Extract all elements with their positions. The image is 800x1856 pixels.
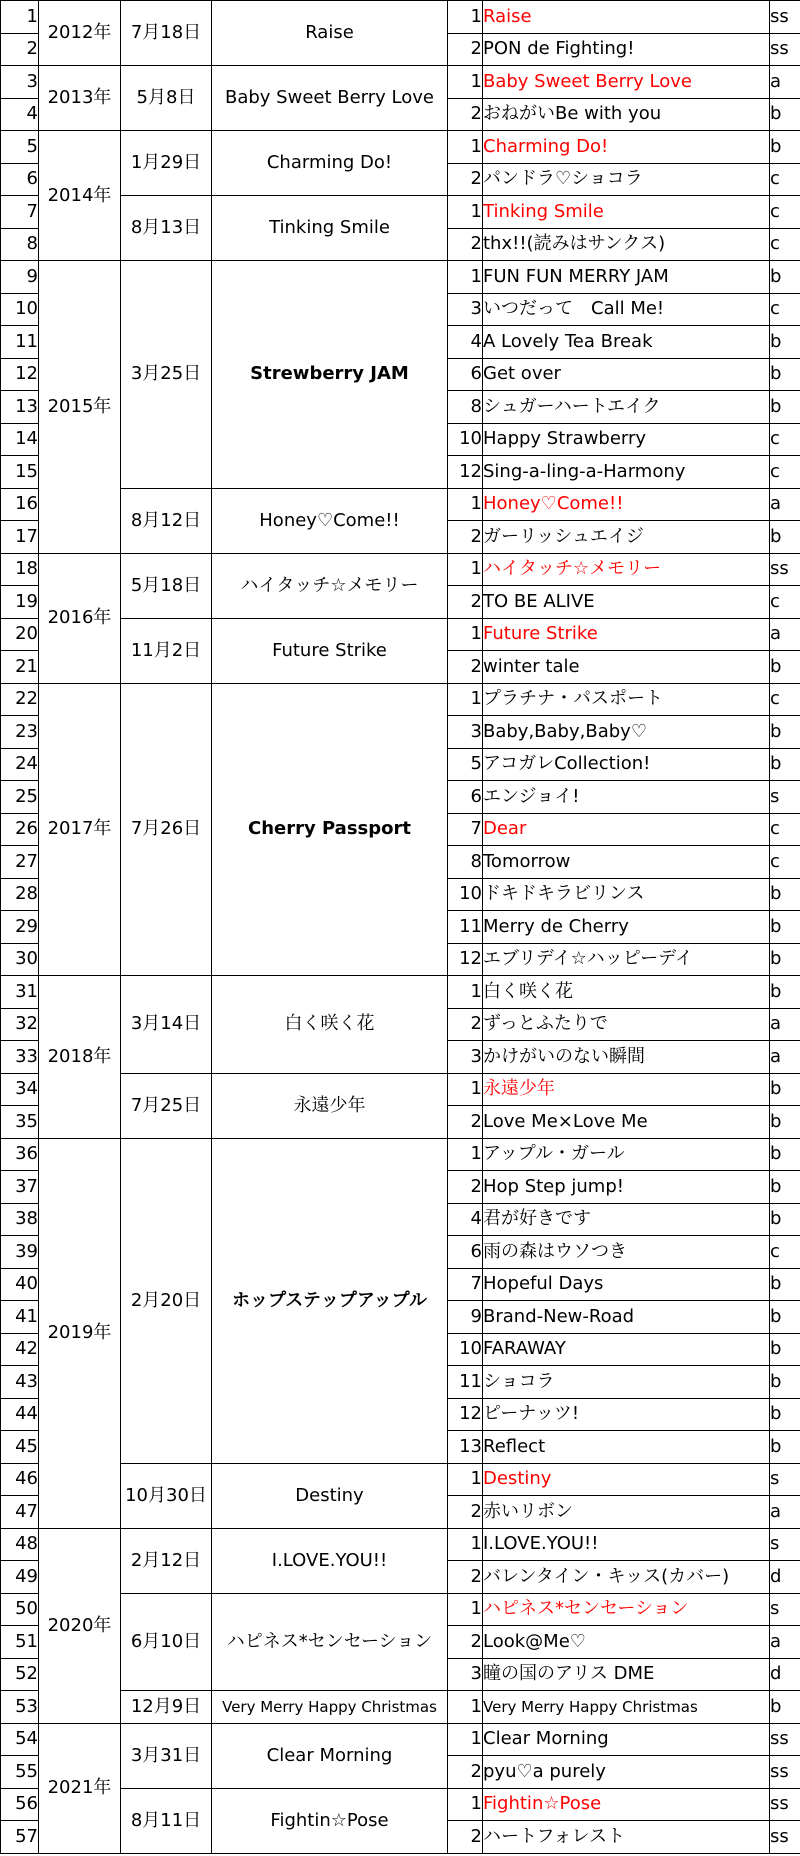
song-title-cell[interactable]: Reflect xyxy=(483,1431,770,1464)
song-title-cell[interactable]: Sing-a-ling-a-Harmony xyxy=(483,456,770,489)
rank-cell[interactable]: s xyxy=(770,781,800,814)
table-row xyxy=(1,976,800,1009)
rank-cell[interactable]: c xyxy=(770,813,800,846)
year-cell[interactable]: 2019年 xyxy=(39,1138,121,1528)
row-number-cell[interactable]: 55 xyxy=(1,1756,39,1789)
track-number-cell[interactable]: 12 xyxy=(448,1398,483,1431)
row-number-cell[interactable]: 25 xyxy=(1,781,39,814)
track-number-cell[interactable]: 2 xyxy=(448,163,483,196)
row-number-cell[interactable]: 43 xyxy=(1,1366,39,1399)
track-number-cell[interactable]: 1 xyxy=(448,553,483,586)
rank-cell[interactable]: b xyxy=(770,261,800,294)
row-number-cell[interactable]: 31 xyxy=(1,976,39,1009)
rank-cell[interactable]: b xyxy=(770,651,800,684)
release-date-cell[interactable]: 7月25日 xyxy=(121,1073,212,1138)
track-number-cell[interactable]: 2 xyxy=(448,586,483,619)
rank-cell[interactable]: b xyxy=(770,391,800,424)
song-title-cell[interactable]: winter tale xyxy=(483,651,770,684)
rank-cell[interactable]: a xyxy=(770,1041,800,1074)
row-number-cell[interactable]: 57 xyxy=(1,1821,39,1854)
track-number-cell[interactable]: 2 xyxy=(448,98,483,131)
track-number-cell[interactable]: 10 xyxy=(448,423,483,456)
track-number-cell[interactable]: 10 xyxy=(448,878,483,911)
row-number-cell[interactable]: 27 xyxy=(1,846,39,879)
song-title-cell[interactable]: Hopeful Days xyxy=(483,1268,770,1301)
track-number-cell[interactable]: 2 xyxy=(448,1106,483,1139)
track-number-cell[interactable]: 2 xyxy=(448,521,483,554)
track-number-cell[interactable]: 1 xyxy=(448,488,483,521)
track-number-cell[interactable]: 10 xyxy=(448,1333,483,1366)
year-cell[interactable]: 2020年 xyxy=(39,1528,121,1723)
year-cell[interactable]: 2017年 xyxy=(39,683,121,976)
rank-cell[interactable]: b xyxy=(770,1366,800,1399)
row-number-cell[interactable]: 33 xyxy=(1,1041,39,1074)
table-row xyxy=(1,1788,800,1821)
table-row xyxy=(1,1723,800,1756)
row-number-cell[interactable]: 40 xyxy=(1,1268,39,1301)
release-title-cell[interactable]: Honey♡Come!! xyxy=(212,488,448,553)
release-title-cell[interactable]: 白く咲く花 xyxy=(212,976,448,1074)
table-row xyxy=(1,488,800,521)
song-title-cell[interactable]: Fightin☆Pose xyxy=(483,1788,770,1821)
song-title-cell[interactable]: バレンタイン・キッス(カバー) xyxy=(483,1561,770,1594)
row-number-cell[interactable]: 5 xyxy=(1,131,39,164)
table-row xyxy=(1,1463,800,1496)
release-title-cell[interactable]: Baby Sweet Berry Love xyxy=(212,66,448,131)
track-number-cell[interactable]: 3 xyxy=(448,716,483,749)
track-number-cell[interactable]: 2 xyxy=(448,651,483,684)
row-number-cell[interactable]: 39 xyxy=(1,1236,39,1269)
table-row xyxy=(1,66,800,99)
song-title-cell[interactable]: ピーナッツ! xyxy=(483,1398,770,1431)
year-cell[interactable]: 2013年 xyxy=(39,66,121,131)
row-number-cell[interactable]: 16 xyxy=(1,488,39,521)
row-number-cell[interactable]: 30 xyxy=(1,943,39,976)
track-number-cell[interactable]: 2 xyxy=(448,1756,483,1789)
table-row xyxy=(1,196,800,229)
release-date-cell[interactable]: 5月8日 xyxy=(121,66,212,131)
row-number-cell[interactable]: 3 xyxy=(1,66,39,99)
year-cell[interactable]: 2021年 xyxy=(39,1723,121,1853)
track-number-cell[interactable]: 1 xyxy=(448,1593,483,1626)
song-title-cell[interactable]: Charming Do! xyxy=(483,131,770,164)
track-number-cell[interactable]: 2 xyxy=(448,1171,483,1204)
release-date-cell[interactable]: 5月18日 xyxy=(121,553,212,618)
rank-cell[interactable]: b xyxy=(770,1138,800,1171)
track-number-cell[interactable]: 12 xyxy=(448,943,483,976)
table-row xyxy=(1,1593,800,1626)
year-cell[interactable]: 2015年 xyxy=(39,261,121,554)
song-title-cell[interactable]: シュガーハートエイク xyxy=(483,391,770,424)
rank-cell[interactable]: c xyxy=(770,1236,800,1269)
release-date-cell[interactable]: 3月31日 xyxy=(121,1723,212,1788)
song-title-cell[interactable]: FUN FUN MERRY JAM xyxy=(483,261,770,294)
rank-cell[interactable]: ss xyxy=(770,1788,800,1821)
song-title-cell[interactable]: ドキドキラビリンス xyxy=(483,878,770,911)
table-row xyxy=(1,553,800,586)
release-date-cell[interactable]: 7月18日 xyxy=(121,1,212,66)
year-cell[interactable]: 2012年 xyxy=(39,1,121,66)
release-title-cell[interactable]: Cherry Passport xyxy=(212,683,448,976)
rank-cell[interactable]: c xyxy=(770,846,800,879)
row-number-cell[interactable]: 14 xyxy=(1,423,39,456)
rank-cell[interactable]: b xyxy=(770,1073,800,1106)
table-row xyxy=(1,131,800,164)
track-number-cell[interactable]: 1 xyxy=(448,66,483,99)
track-number-cell[interactable]: 7 xyxy=(448,813,483,846)
release-title-cell[interactable]: Clear Morning xyxy=(212,1723,448,1788)
song-title-cell[interactable]: Destiny xyxy=(483,1463,770,1496)
track-number-cell[interactable]: 1 xyxy=(448,683,483,716)
row-number-cell[interactable]: 22 xyxy=(1,683,39,716)
track-number-cell[interactable]: 11 xyxy=(448,1366,483,1399)
song-title-cell[interactable]: 赤いリボン xyxy=(483,1496,770,1529)
release-title-cell[interactable]: Tinking Smile xyxy=(212,196,448,261)
row-number-cell[interactable]: 47 xyxy=(1,1496,39,1529)
song-title-cell[interactable]: Dear xyxy=(483,813,770,846)
row-number-cell[interactable]: 20 xyxy=(1,618,39,651)
row-number-cell[interactable]: 54 xyxy=(1,1723,39,1756)
track-number-cell[interactable]: 1 xyxy=(448,1138,483,1171)
row-number-cell[interactable]: 26 xyxy=(1,813,39,846)
track-number-cell[interactable]: 2 xyxy=(448,1496,483,1529)
rank-cell[interactable]: a xyxy=(770,1496,800,1529)
track-number-cell[interactable]: 3 xyxy=(448,1041,483,1074)
song-title-cell[interactable]: アップル・ガール xyxy=(483,1138,770,1171)
release-title-cell[interactable]: ホップステップアップル xyxy=(212,1138,448,1463)
track-number-cell[interactable]: 5 xyxy=(448,748,483,781)
table-row xyxy=(1,1138,800,1171)
release-title-cell[interactable]: I.LOVE.YOU!! xyxy=(212,1528,448,1593)
row-number-cell[interactable]: 11 xyxy=(1,326,39,359)
row-number-cell[interactable]: 42 xyxy=(1,1333,39,1366)
release-date-cell[interactable]: 2月20日 xyxy=(121,1138,212,1463)
rank-cell[interactable]: b xyxy=(770,716,800,749)
song-title-cell[interactable]: Brand-New-Road xyxy=(483,1301,770,1334)
song-title-cell[interactable]: Clear Morning xyxy=(483,1723,770,1756)
track-number-cell[interactable]: 2 xyxy=(448,228,483,261)
rank-cell[interactable]: a xyxy=(770,1626,800,1659)
rank-cell[interactable]: a xyxy=(770,488,800,521)
release-date-cell[interactable]: 12月9日 xyxy=(121,1691,212,1724)
rank-cell[interactable]: ss xyxy=(770,1756,800,1789)
song-title-cell[interactable]: 君が好きです xyxy=(483,1203,770,1236)
row-number-cell[interactable]: 32 xyxy=(1,1008,39,1041)
song-title-cell[interactable]: Look@Me♡ xyxy=(483,1626,770,1659)
rank-cell[interactable]: b xyxy=(770,1431,800,1464)
rank-cell[interactable]: b xyxy=(770,98,800,131)
song-title-cell[interactable]: ショコラ xyxy=(483,1366,770,1399)
release-title-cell[interactable]: ハイタッチ☆メモリー xyxy=(212,553,448,618)
rank-cell[interactable]: a xyxy=(770,66,800,99)
song-title-cell[interactable]: 雨の森はウソつき xyxy=(483,1236,770,1269)
row-number-cell[interactable]: 37 xyxy=(1,1171,39,1204)
song-title-cell[interactable]: I.LOVE.YOU!! xyxy=(483,1528,770,1561)
track-number-cell[interactable]: 6 xyxy=(448,358,483,391)
release-title-cell[interactable]: 永遠少年 xyxy=(212,1073,448,1138)
rank-cell[interactable]: b xyxy=(770,131,800,164)
row-number-cell[interactable]: 10 xyxy=(1,293,39,326)
rank-cell[interactable]: b xyxy=(770,1268,800,1301)
release-date-cell[interactable]: 8月13日 xyxy=(121,196,212,261)
row-number-cell[interactable]: 9 xyxy=(1,261,39,294)
release-date-cell[interactable]: 8月12日 xyxy=(121,488,212,553)
table-row xyxy=(1,1528,800,1561)
row-number-cell[interactable]: 4 xyxy=(1,98,39,131)
song-title-cell[interactable]: おねがいBe with you xyxy=(483,98,770,131)
row-number-cell[interactable]: 50 xyxy=(1,1593,39,1626)
track-number-cell[interactable]: 7 xyxy=(448,1268,483,1301)
release-date-cell[interactable]: 6月10日 xyxy=(121,1593,212,1691)
song-title-cell[interactable]: エブリデイ☆ハッピーデイ xyxy=(483,943,770,976)
row-number-cell[interactable]: 23 xyxy=(1,716,39,749)
table-row xyxy=(1,683,800,716)
track-number-cell[interactable]: 3 xyxy=(448,293,483,326)
rank-cell[interactable]: s xyxy=(770,1528,800,1561)
track-number-cell[interactable]: 1 xyxy=(448,1463,483,1496)
row-number-cell[interactable]: 21 xyxy=(1,651,39,684)
song-title-cell[interactable]: Hop Step jump! xyxy=(483,1171,770,1204)
song-title-cell[interactable]: Raise xyxy=(483,1,770,34)
row-number-cell[interactable]: 6 xyxy=(1,163,39,196)
song-title-cell[interactable]: Merry de Cherry xyxy=(483,911,770,944)
song-title-cell[interactable]: TO BE ALIVE xyxy=(483,586,770,619)
rank-cell[interactable]: c xyxy=(770,586,800,619)
song-title-cell[interactable]: ガーリッシュエイジ xyxy=(483,521,770,554)
song-title-cell[interactable]: ハートフォレスト xyxy=(483,1821,770,1854)
song-title-cell[interactable]: かけがいのない瞬間 xyxy=(483,1041,770,1074)
release-title-cell[interactable]: ハピネス*センセーション xyxy=(212,1593,448,1691)
track-number-cell[interactable]: 2 xyxy=(448,1561,483,1594)
track-number-cell[interactable]: 2 xyxy=(448,1821,483,1854)
track-number-cell[interactable]: 6 xyxy=(448,1236,483,1269)
release-title-cell[interactable]: Very Merry Happy Christmas xyxy=(212,1691,448,1724)
row-number-cell[interactable]: 29 xyxy=(1,911,39,944)
track-number-cell[interactable]: 13 xyxy=(448,1431,483,1464)
track-number-cell[interactable]: 9 xyxy=(448,1301,483,1334)
row-number-cell[interactable]: 46 xyxy=(1,1463,39,1496)
row-number-cell[interactable]: 56 xyxy=(1,1788,39,1821)
song-title-cell[interactable]: パンドラ♡ショコラ xyxy=(483,163,770,196)
rank-cell[interactable]: ss xyxy=(770,1821,800,1854)
track-number-cell[interactable]: 2 xyxy=(448,1008,483,1041)
table-row xyxy=(1,1073,800,1106)
release-date-cell[interactable]: 3月25日 xyxy=(121,261,212,489)
row-number-cell[interactable]: 13 xyxy=(1,391,39,424)
song-title-cell[interactable]: Tomorrow xyxy=(483,846,770,879)
rank-cell[interactable]: b xyxy=(770,1171,800,1204)
rank-cell[interactable]: ss xyxy=(770,1,800,34)
row-number-cell[interactable]: 19 xyxy=(1,586,39,619)
rank-cell[interactable]: b xyxy=(770,748,800,781)
row-number-cell[interactable]: 51 xyxy=(1,1626,39,1659)
song-title-cell[interactable]: Very Merry Happy Christmas xyxy=(483,1691,770,1724)
track-number-cell[interactable]: 1 xyxy=(448,131,483,164)
release-title-cell[interactable]: Charming Do! xyxy=(212,131,448,196)
song-title-cell[interactable]: Tinking Smile xyxy=(483,196,770,229)
track-number-cell[interactable]: 2 xyxy=(448,33,483,66)
track-number-cell[interactable]: 4 xyxy=(448,326,483,359)
song-title-cell[interactable]: Happy Strawberry xyxy=(483,423,770,456)
rank-cell[interactable]: c xyxy=(770,228,800,261)
rank-cell[interactable]: s xyxy=(770,1593,800,1626)
row-number-cell[interactable]: 28 xyxy=(1,878,39,911)
song-title-cell[interactable]: Future Strike xyxy=(483,618,770,651)
release-date-cell[interactable]: 2月12日 xyxy=(121,1528,212,1593)
row-number-cell[interactable]: 1 xyxy=(1,1,39,34)
sheet-body xyxy=(1,1,800,1854)
song-title-cell[interactable]: thx!!(読みはサンクス) xyxy=(483,228,770,261)
release-title-cell[interactable]: Strewberry JAM xyxy=(212,261,448,489)
rank-cell[interactable]: a xyxy=(770,1008,800,1041)
song-title-cell[interactable]: アコガレCollection! xyxy=(483,748,770,781)
row-number-cell[interactable]: 12 xyxy=(1,358,39,391)
release-title-cell[interactable]: Raise xyxy=(212,1,448,66)
rank-cell[interactable]: c xyxy=(770,683,800,716)
row-number-cell[interactable]: 15 xyxy=(1,456,39,489)
row-number-cell[interactable]: 18 xyxy=(1,553,39,586)
rank-cell[interactable]: c xyxy=(770,163,800,196)
year-cell[interactable]: 2016年 xyxy=(39,553,121,683)
track-number-cell[interactable]: 1 xyxy=(448,1073,483,1106)
table-row xyxy=(1,261,800,294)
rank-cell[interactable]: b xyxy=(770,1333,800,1366)
row-number-cell[interactable]: 17 xyxy=(1,521,39,554)
release-date-cell[interactable]: 8月11日 xyxy=(121,1788,212,1853)
song-title-cell[interactable]: エンジョイ! xyxy=(483,781,770,814)
row-number-cell[interactable]: 24 xyxy=(1,748,39,781)
row-number-cell[interactable]: 44 xyxy=(1,1398,39,1431)
rank-cell[interactable]: b xyxy=(770,943,800,976)
rank-cell[interactable]: c xyxy=(770,293,800,326)
row-number-cell[interactable]: 8 xyxy=(1,228,39,261)
rank-cell[interactable]: b xyxy=(770,1398,800,1431)
track-number-cell[interactable]: 12 xyxy=(448,456,483,489)
song-title-cell[interactable]: プラチナ・パスポート xyxy=(483,683,770,716)
release-title-cell[interactable]: Destiny xyxy=(212,1463,448,1528)
track-number-cell[interactable]: 1 xyxy=(448,1788,483,1821)
song-title-cell[interactable]: Love Me×Love Me xyxy=(483,1106,770,1139)
row-number-cell[interactable]: 38 xyxy=(1,1203,39,1236)
row-number-cell[interactable]: 45 xyxy=(1,1431,39,1464)
release-date-cell[interactable]: 1月29日 xyxy=(121,131,212,196)
release-date-cell[interactable]: 3月14日 xyxy=(121,976,212,1074)
row-number-cell[interactable]: 49 xyxy=(1,1561,39,1594)
rank-cell[interactable]: ss xyxy=(770,553,800,586)
track-number-cell[interactable]: 8 xyxy=(448,391,483,424)
rank-cell[interactable]: b xyxy=(770,1106,800,1139)
year-cell[interactable]: 2018年 xyxy=(39,976,121,1139)
release-date-cell[interactable]: 7月26日 xyxy=(121,683,212,976)
song-title-cell[interactable]: PON de Fighting! xyxy=(483,33,770,66)
track-number-cell[interactable]: 1 xyxy=(448,1691,483,1724)
rank-cell[interactable]: d xyxy=(770,1658,800,1691)
track-number-cell[interactable]: 1 xyxy=(448,976,483,1009)
rank-cell[interactable]: ss xyxy=(770,33,800,66)
table-row xyxy=(1,618,800,651)
song-title-cell[interactable]: FARAWAY xyxy=(483,1333,770,1366)
row-number-cell[interactable]: 34 xyxy=(1,1073,39,1106)
track-number-cell[interactable]: 1 xyxy=(448,1723,483,1756)
song-title-cell[interactable]: A Lovely Tea Break xyxy=(483,326,770,359)
table-row xyxy=(1,1691,800,1724)
song-title-cell[interactable]: いつだって Call Me! xyxy=(483,293,770,326)
song-title-cell[interactable]: Baby,Baby,Baby♡ xyxy=(483,716,770,749)
track-number-cell[interactable]: 1 xyxy=(448,1,483,34)
song-title-cell[interactable]: pyu♡a purely xyxy=(483,1756,770,1789)
rank-cell[interactable]: b xyxy=(770,878,800,911)
rank-cell[interactable]: b xyxy=(770,521,800,554)
row-number-cell[interactable]: 2 xyxy=(1,33,39,66)
release-date-cell[interactable]: 11月2日 xyxy=(121,618,212,683)
rank-cell[interactable]: a xyxy=(770,618,800,651)
track-number-cell[interactable]: 11 xyxy=(448,911,483,944)
rank-cell[interactable]: c xyxy=(770,456,800,489)
track-number-cell[interactable]: 1 xyxy=(448,196,483,229)
rank-cell[interactable]: b xyxy=(770,1203,800,1236)
track-number-cell[interactable]: 4 xyxy=(448,1203,483,1236)
row-number-cell[interactable]: 7 xyxy=(1,196,39,229)
row-number-cell[interactable]: 48 xyxy=(1,1528,39,1561)
song-title-cell[interactable]: ハピネス*センセーション xyxy=(483,1593,770,1626)
year-cell[interactable]: 2014年 xyxy=(39,131,121,261)
release-title-cell[interactable]: Fightin☆Pose xyxy=(212,1788,448,1853)
rank-cell[interactable]: b xyxy=(770,326,800,359)
row-number-cell[interactable]: 36 xyxy=(1,1138,39,1171)
row-number-cell[interactable]: 53 xyxy=(1,1691,39,1724)
rank-cell[interactable]: b xyxy=(770,358,800,391)
rank-cell[interactable]: ss xyxy=(770,1723,800,1756)
release-date-cell[interactable]: 10月30日 xyxy=(121,1463,212,1528)
track-number-cell[interactable]: 3 xyxy=(448,1658,483,1691)
rank-cell[interactable]: c xyxy=(770,423,800,456)
row-number-cell[interactable]: 35 xyxy=(1,1106,39,1139)
song-title-cell[interactable]: Baby Sweet Berry Love xyxy=(483,66,770,99)
song-title-cell[interactable]: 永遠少年 xyxy=(483,1073,770,1106)
track-number-cell[interactable]: 8 xyxy=(448,846,483,879)
song-title-cell[interactable]: 瞳の国のアリス DME xyxy=(483,1658,770,1691)
row-number-cell[interactable]: 41 xyxy=(1,1301,39,1334)
rank-cell[interactable]: b xyxy=(770,976,800,1009)
track-number-cell[interactable]: 2 xyxy=(448,1626,483,1659)
song-title-cell[interactable]: ハイタッチ☆メモリー xyxy=(483,553,770,586)
song-title-cell[interactable]: 白く咲く花 xyxy=(483,976,770,1009)
rank-cell[interactable]: c xyxy=(770,196,800,229)
song-title-cell[interactable]: Honey♡Come!! xyxy=(483,488,770,521)
rank-cell[interactable]: d xyxy=(770,1561,800,1594)
release-title-cell[interactable]: Future Strike xyxy=(212,618,448,683)
track-number-cell[interactable]: 1 xyxy=(448,1528,483,1561)
track-number-cell[interactable]: 1 xyxy=(448,618,483,651)
row-number-cell[interactable]: 52 xyxy=(1,1658,39,1691)
rank-cell[interactable]: b xyxy=(770,911,800,944)
rank-cell[interactable]: b xyxy=(770,1301,800,1334)
song-title-cell[interactable]: Get over xyxy=(483,358,770,391)
track-number-cell[interactable]: 6 xyxy=(448,781,483,814)
table-row xyxy=(1,1,800,34)
track-number-cell[interactable]: 1 xyxy=(448,261,483,294)
song-title-cell[interactable]: ずっとふたりで xyxy=(483,1008,770,1041)
rank-cell[interactable]: b xyxy=(770,1691,800,1724)
rank-cell[interactable]: s xyxy=(770,1463,800,1496)
